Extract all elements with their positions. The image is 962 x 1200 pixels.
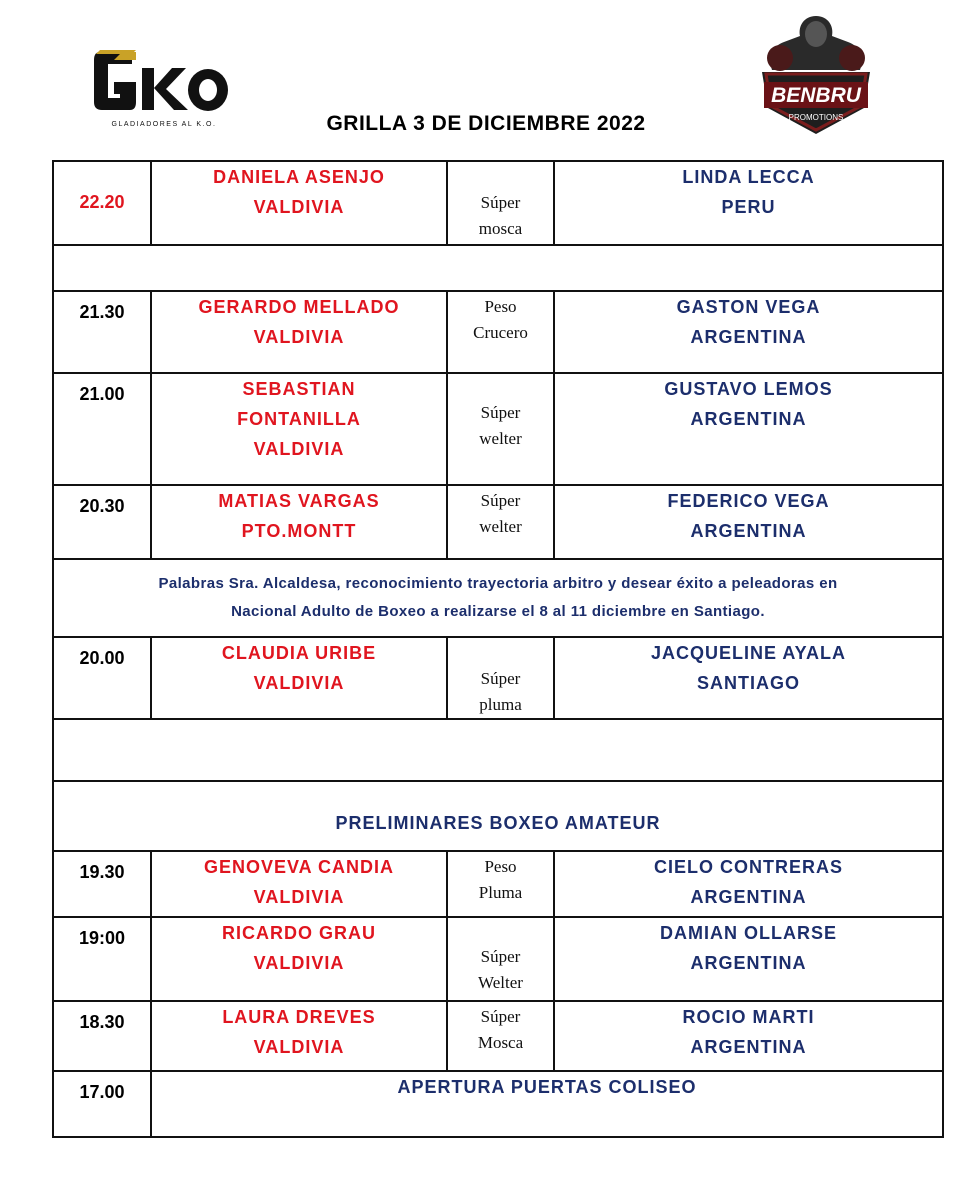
red-corner bbox=[151, 917, 447, 1001]
red-fighter-city: VALDIVIA bbox=[253, 197, 345, 217]
blue-fighter-name: FEDERICO VEGA bbox=[667, 491, 830, 511]
red-fighter-city: VALDIVIA bbox=[253, 1037, 345, 1057]
weight-class bbox=[447, 917, 554, 1001]
red-fighter-name: MATIAS VARGAS bbox=[218, 491, 380, 511]
table-row bbox=[53, 851, 943, 917]
weight-line: mosca bbox=[478, 219, 523, 238]
announcement-note bbox=[53, 559, 943, 637]
note-row bbox=[53, 559, 943, 637]
red-fighter-city: VALDIVIA bbox=[253, 673, 345, 693]
blue-fighter-name: CIELO CONTRERAS bbox=[653, 857, 843, 877]
blue-fighter-city: SANTIAGO bbox=[696, 673, 800, 693]
blue-corner bbox=[554, 161, 943, 245]
bout-time: 21.00 bbox=[53, 373, 151, 485]
section-row bbox=[53, 781, 943, 851]
weight-class bbox=[447, 637, 554, 719]
table-row bbox=[53, 161, 943, 245]
blue-corner bbox=[554, 485, 943, 559]
blue-fighter-city: ARGENTINA bbox=[690, 327, 807, 347]
weight-class bbox=[447, 373, 554, 485]
section-heading: PRELIMINARES BOXEO AMATEUR bbox=[53, 781, 943, 851]
weight-line: Súper bbox=[480, 193, 521, 212]
red-corner bbox=[151, 637, 447, 719]
red-corner bbox=[151, 161, 447, 245]
blue-fighter-city: ARGENTINA bbox=[690, 1037, 807, 1057]
blue-corner bbox=[554, 291, 943, 373]
weight-line: Welter bbox=[478, 973, 523, 992]
empty-cell bbox=[53, 245, 943, 291]
red-fighter-name: DANIELA ASENJO bbox=[213, 167, 385, 187]
weight-class bbox=[447, 851, 554, 917]
red-fighter-name: CLAUDIA URIBE bbox=[221, 643, 377, 663]
weight-line: Súper bbox=[480, 947, 521, 966]
blue-fighter-name: LINDA LECCA bbox=[682, 167, 815, 187]
weight-class bbox=[447, 291, 554, 373]
spacer-row bbox=[53, 245, 943, 291]
blue-fighter-name: JACQUELINE AYALA bbox=[650, 643, 847, 663]
bout-time: 18.30 bbox=[53, 1001, 151, 1071]
red-corner bbox=[151, 373, 447, 485]
red-fighter-city: VALDIVIA bbox=[253, 439, 345, 459]
benbru-logo-text: BENBRU bbox=[771, 84, 861, 107]
blue-fighter-name: ROCIO MARTI bbox=[682, 1007, 815, 1027]
red-corner bbox=[151, 485, 447, 559]
table-row bbox=[53, 1001, 943, 1071]
weight-line: Pluma bbox=[478, 883, 523, 902]
weight-line: Súper bbox=[480, 1007, 521, 1026]
blue-fighter-city: ARGENTINA bbox=[690, 409, 807, 429]
table-row bbox=[53, 1071, 943, 1137]
red-fighter-name: LAURA DREVES bbox=[222, 1007, 376, 1027]
red-fighter-city: PTO.MONTT bbox=[241, 521, 357, 541]
gko-logo-subtitle: GLADIADORES AL K.O. bbox=[111, 121, 217, 128]
red-fighter-city: VALDIVIA bbox=[253, 887, 345, 907]
note-line: Nacional Adulto de Boxeo a realizarse el 8 al 11 diciembre en Santiago. bbox=[231, 603, 765, 620]
blue-corner bbox=[554, 373, 943, 485]
blue-fighter-name: GUSTAVO LEMOS bbox=[664, 379, 833, 399]
weight-line: Peso bbox=[484, 297, 517, 316]
blue-fighter-name: GASTON VEGA bbox=[676, 297, 821, 317]
bout-time: 22.20 bbox=[53, 161, 151, 245]
weight-line: Peso bbox=[484, 857, 517, 876]
weight-class bbox=[447, 161, 554, 245]
blue-corner bbox=[554, 1001, 943, 1071]
red-fighter-name: FONTANILLA bbox=[237, 409, 361, 429]
red-fighter-city: VALDIVIA bbox=[253, 953, 345, 973]
red-fighter-name: GERARDO MELLADO bbox=[198, 297, 400, 317]
benbru-logo-subtitle: PROMOTIONS bbox=[788, 113, 844, 122]
bout-time: 20.00 bbox=[53, 637, 151, 719]
bout-time: 17.00 bbox=[53, 1071, 151, 1137]
blue-fighter-city: ARGENTINA bbox=[690, 887, 807, 907]
weight-line: welter bbox=[479, 517, 522, 536]
bout-time: 19:00 bbox=[53, 917, 151, 1001]
red-fighter-city: VALDIVIA bbox=[253, 327, 345, 347]
weight-class bbox=[447, 1001, 554, 1071]
blue-fighter-city: ARGENTINA bbox=[690, 953, 807, 973]
table-row bbox=[53, 485, 943, 559]
fight-grid bbox=[52, 160, 944, 1138]
bout-time: 20.30 bbox=[53, 485, 151, 559]
weight-line: pluma bbox=[479, 695, 522, 714]
weight-line: Mosca bbox=[477, 1033, 524, 1052]
bout-time: 21.30 bbox=[53, 291, 151, 373]
opening-label: APERTURA PUERTAS COLISEO bbox=[151, 1071, 943, 1137]
table-row bbox=[53, 637, 943, 719]
page-title: GRILLA 3 DE DICIEMBRE 2022 bbox=[326, 112, 646, 135]
note-line: Palabras Sra. Alcaldesa, reconocimiento trayectoria arbitro y desear éxito a peleadoras en bbox=[158, 575, 838, 592]
weight-line: Súper bbox=[480, 403, 521, 422]
blue-fighter-city: PERU bbox=[721, 197, 776, 217]
spacer-row bbox=[53, 719, 943, 781]
table-row bbox=[53, 917, 943, 1001]
weight-line: Súper bbox=[480, 669, 521, 688]
red-corner bbox=[151, 291, 447, 373]
bout-time: 19.30 bbox=[53, 851, 151, 917]
blue-corner bbox=[554, 917, 943, 1001]
table-row bbox=[53, 291, 943, 373]
blue-fighter-city: ARGENTINA bbox=[690, 521, 807, 541]
table-row bbox=[53, 373, 943, 485]
blue-corner bbox=[554, 637, 943, 719]
red-fighter-name: RICARDO GRAU bbox=[222, 923, 376, 943]
weight-class bbox=[447, 485, 554, 559]
weight-line: Crucero bbox=[473, 323, 528, 342]
empty-cell bbox=[53, 719, 943, 781]
blue-corner bbox=[554, 851, 943, 917]
red-corner bbox=[151, 851, 447, 917]
red-fighter-name: SEBASTIAN bbox=[242, 379, 356, 399]
red-corner bbox=[151, 1001, 447, 1071]
red-fighter-name: GENOVEVA CANDIA bbox=[203, 857, 395, 877]
weight-line: Súper bbox=[480, 491, 521, 510]
blue-fighter-name: DAMIAN OLLARSE bbox=[660, 923, 837, 943]
weight-line: welter bbox=[479, 429, 522, 448]
